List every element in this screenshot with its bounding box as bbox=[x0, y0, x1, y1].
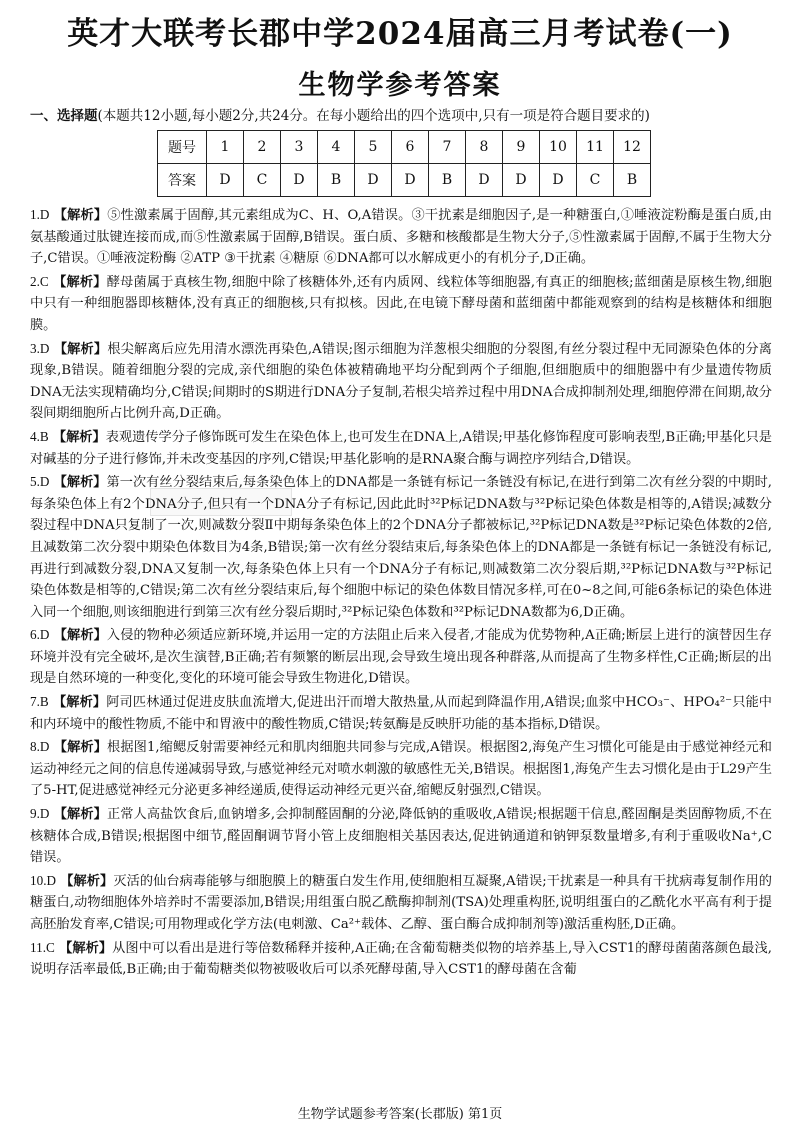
explanation-text: 根据图1,缩鳃反射需要神经元和肌肉细胞共同参与完成,A错误。根据图2,海兔产生习惯化可能是由于感觉神经元和运动神经元之间的信息传递减弱导致,与感觉神经元对喷水刺激的敏感性无关,B错误。根据图1,海兔产生去习惯化是由于L29产生了5-HT,促进感觉神经元分泌更多神经递质,使得运动神经元更兴奋,缩鳃反射强烈,C错误。 bbox=[30, 740, 772, 799]
explanation-text: ⑤性激素属于固醇,其元素组成为C、H、O,A错误。③干扰素是细胞因子,是一种糖蛋白,①唾液淀粉酶是蛋白质,由氨基酸通过肽键连接而成,而⑤性激素属于固醇,B错误。蛋白质、多糖和核酸都是生物大分子,⑤性激素属于固醇,不属于生物大分子,C错误。①唾液淀粉酶 ②ATP ③干扰素 ④糖原 ⑥DNA都可以水解成更小的有机分子,D正确。 bbox=[30, 208, 773, 267]
table-cell: B bbox=[429, 164, 466, 197]
analysis-tag: 【解析】 bbox=[53, 274, 107, 290]
analysis-tag: 【解析】 bbox=[52, 429, 106, 445]
analysis-tag: 【解析】 bbox=[53, 695, 107, 711]
explanation-text: 第一次有丝分裂结束后,每条染色体上的DNA都是一条链有标记一条链没有标记,在进行到第二次有丝分裂的中期时,每条染色体上有2个DNA分子,但只有一个DNA分子有标记,因此此时³²P标记DNA数与³²P标记染色体数是相等的,A错误;减数分裂过程中DNA只复制了一次,则减数分裂Ⅱ中期每条染色体上的2个DNA分子都被标记,³²P标记DNA数是³²P标记染色体数的2倍,且减数第二次分裂中期染色体数目为4条,B错误;第一次有丝分裂结束后,每条染色体上的DNA都是一条链有标记一条链没有标记,再进行到减数分裂,DNA又复制一次,每条染色体上只有一个DNA分子有标记,则减数第二次分裂后期,³²P标记DNA数与³²P标记染色体数是相等的,C错误;第二次有丝分裂结束后,每个细胞中标记的染色体数目情况多样,可在0~8之间,可能6条标记的染色体进入同一个细胞,则该细胞进行到第三次有丝分裂后期时,³²P标记染色体数和³²P标记DNA数都为6,D正确。 bbox=[30, 475, 772, 620]
explanation-text: 表观遗传学分子修饰既可发生在染色体上,也可发生在DNA上,A错误;甲基化修饰程度可影响表型,B正确;甲基化只是对碱基的分子进行修饰,并未改变基因的序列,C错误;甲基化影响的是RNA聚合酶与调控序列结合,D错误。 bbox=[30, 429, 772, 467]
table-cell: 2 bbox=[244, 131, 281, 164]
item-number: 8.D bbox=[30, 739, 50, 755]
table-cell: 9 bbox=[503, 131, 540, 164]
table-cell: D bbox=[355, 164, 392, 197]
answer-row bbox=[158, 164, 651, 197]
table-cell: D bbox=[503, 164, 540, 197]
page-footer: 生物学试题参考答案(长郡版) 第1页 bbox=[297, 1107, 503, 1122]
analysis-tag: 【解析】 bbox=[60, 873, 114, 889]
exam-title bbox=[0, 8, 800, 53]
item-number: 3.D bbox=[30, 340, 50, 356]
table-cell: 7 bbox=[429, 131, 466, 164]
table-cell: 11 bbox=[577, 131, 614, 164]
brand-name: 英才大联考 bbox=[67, 16, 228, 52]
table-cell: 6 bbox=[392, 131, 429, 164]
item-number: 11.C bbox=[30, 939, 55, 955]
question-number-row bbox=[158, 131, 651, 164]
table-cell: D bbox=[207, 164, 244, 197]
explanation-item bbox=[30, 736, 772, 802]
item-number: 4.B bbox=[30, 428, 49, 444]
table-cell: 8 bbox=[466, 131, 503, 164]
analysis-tag: 【解析】 bbox=[53, 740, 108, 756]
table-cell: 4 bbox=[318, 131, 355, 164]
explanation-item bbox=[30, 937, 772, 981]
explanation-item bbox=[30, 271, 772, 337]
section-label: 一、选择题 bbox=[30, 108, 98, 124]
explanation-text: 正常人高盐饮食后,血钠增多,会抑制醛固酮的分泌,降低钠的重吸收,A错误;根据题干信息,醛固酮是类固醇物质,不在核糖体合成,B错误;根据图中细节,醛固酮调节肾小管上皮细胞相关基因表达,促进钠通道和钠钾泵数量增多,有利于重吸收Na⁺,C错误。 bbox=[30, 807, 772, 866]
table-cell: 3 bbox=[281, 131, 318, 164]
explanation-item bbox=[30, 338, 772, 425]
row-header-number: 题号 bbox=[158, 131, 207, 164]
table-cell: C bbox=[244, 164, 281, 197]
explanation-text: 酵母菌属于真核生物,细胞中除了核糖体外,还有内质网、线粒体等细胞器,有真正的细胞核;蓝细菌是原核生物,细胞中只有一种细胞器即核糖体,没有真正的细胞核,只有拟核。因此,在电镜下酵母菌和蓝细菌中都能观察到的结构是核糖体和细胞膜。 bbox=[30, 274, 772, 333]
item-number: 9.D bbox=[30, 806, 50, 822]
item-number: 6.D bbox=[30, 627, 50, 643]
item-number: 2.C bbox=[30, 273, 49, 289]
table-cell: B bbox=[614, 164, 651, 197]
explanation-item bbox=[30, 870, 772, 936]
table-cell: D bbox=[281, 164, 318, 197]
table-cell: D bbox=[466, 164, 503, 197]
item-number: 10.D bbox=[30, 872, 57, 888]
explanation-text: 阿司匹林通过促进皮肤血流增大,促进出汗而增大散热量,从而起到降温作用,A错误;血浆中HCO₃⁻、HPO₄²⁻只能中和内环境中的酸性物质,不能中和胃液中的酸性物质,C错误;转氨酶是反映肝功能的基本指标,D错误。 bbox=[30, 695, 772, 732]
document-subtitle: 生物学参考答案 bbox=[298, 70, 502, 101]
explanation-item bbox=[30, 624, 772, 690]
item-number: 7.B bbox=[30, 694, 49, 710]
table-cell: D bbox=[392, 164, 429, 197]
analysis-tag: 【解析】 bbox=[53, 628, 107, 644]
table-cell: D bbox=[540, 164, 577, 197]
table-cell: 1 bbox=[207, 131, 244, 164]
analysis-tag: 【解析】 bbox=[53, 475, 107, 491]
analysis-tag: 【解析】 bbox=[53, 208, 108, 223]
table-cell: 10 bbox=[540, 131, 577, 164]
table-cell: B bbox=[318, 164, 355, 197]
table-cell: 12 bbox=[614, 131, 651, 164]
exam-title-text: 长郡中学2024届高三月考试卷(一) bbox=[227, 16, 733, 52]
explanation-item bbox=[30, 803, 772, 869]
explanation-item bbox=[30, 426, 772, 470]
analysis-tag: 【解析】 bbox=[59, 940, 113, 956]
table-cell: C bbox=[577, 164, 614, 197]
table-cell: 5 bbox=[355, 131, 392, 164]
explanation-text: 灭活的仙台病毒能够与细胞膜上的糖蛋白发生作用,使细胞相互凝聚,A错误;干扰素是一种具有干扰病毒复制作用的糖蛋白,动物细胞体外培养时不需要添加,B错误;用组蛋白脱乙酰酶抑制剂(TSA)处理重构胚,说明组蛋白的乙酰化水平高有利于提高胚胎发育率,C错误;可用物理或化学方法(电刺激、Ca²⁺载体、乙醇、蛋白酶合成抑制剂等)激活重构胚,D正确。 bbox=[30, 873, 772, 932]
explanation-text: 入侵的物种必须适应新环境,并运用一定的方法阻止后来入侵者,才能成为优势物种,A正确;断层上进行的演替因生存环境并没有完全破坏,是次生演替,B正确;若有频繁的断层出现,会导致生境出现各种群落,从而提高了生物多样性,C正确;断层的出现是自然环境的一种变化,变化的环境可能会导致生物进化,D错误。 bbox=[30, 628, 772, 687]
section-heading bbox=[30, 104, 650, 124]
section-description: (本题共12小题,每小题2分,共24分。在每小题给出的四个选项中,只有一项是符合题目要求的) bbox=[97, 108, 650, 124]
page-header bbox=[0, 8, 800, 102]
explanations bbox=[30, 204, 772, 982]
analysis-tag: 【解析】 bbox=[53, 807, 107, 823]
row-header-answer: 答案 bbox=[158, 164, 207, 197]
item-number: 5.D bbox=[30, 474, 50, 490]
item-number: 1.D bbox=[30, 207, 50, 222]
answer-table bbox=[157, 130, 651, 197]
analysis-tag: 【解析】 bbox=[53, 341, 108, 357]
explanation-item bbox=[30, 471, 772, 623]
explanation-item bbox=[30, 691, 772, 735]
explanation-item bbox=[30, 204, 772, 270]
explanation-text: 从图中可以看出是进行等倍数稀释并接种,A正确;在含葡萄糖类似物的培养基上,导入CST1的酵母菌菌落颜色最浅,说明存活率最低,B正确;由于葡萄糖类似物被吸收后可以杀死酵母菌,导入CST1的酵母菌在含葡 bbox=[30, 940, 772, 978]
explanation-text: 根尖解离后应先用清水漂洗再染色,A错误;图示细胞为洋葱根尖细胞的分裂图,有丝分裂过程中无同源染色体的分离现象,B错误。随着细胞分裂的完成,亲代细胞的染色体被精确地平均分配到两个子细胞,但细胞质中的细胞器中有少量遗传物质DNA无法实现精确均分,C错误;间期时的S期进行DNA分子复制,若根尖培养过程中用DNA合成抑制剂处理,细胞停滞在间期,故分裂间期细胞所占比例升高,D正确。 bbox=[30, 341, 772, 422]
